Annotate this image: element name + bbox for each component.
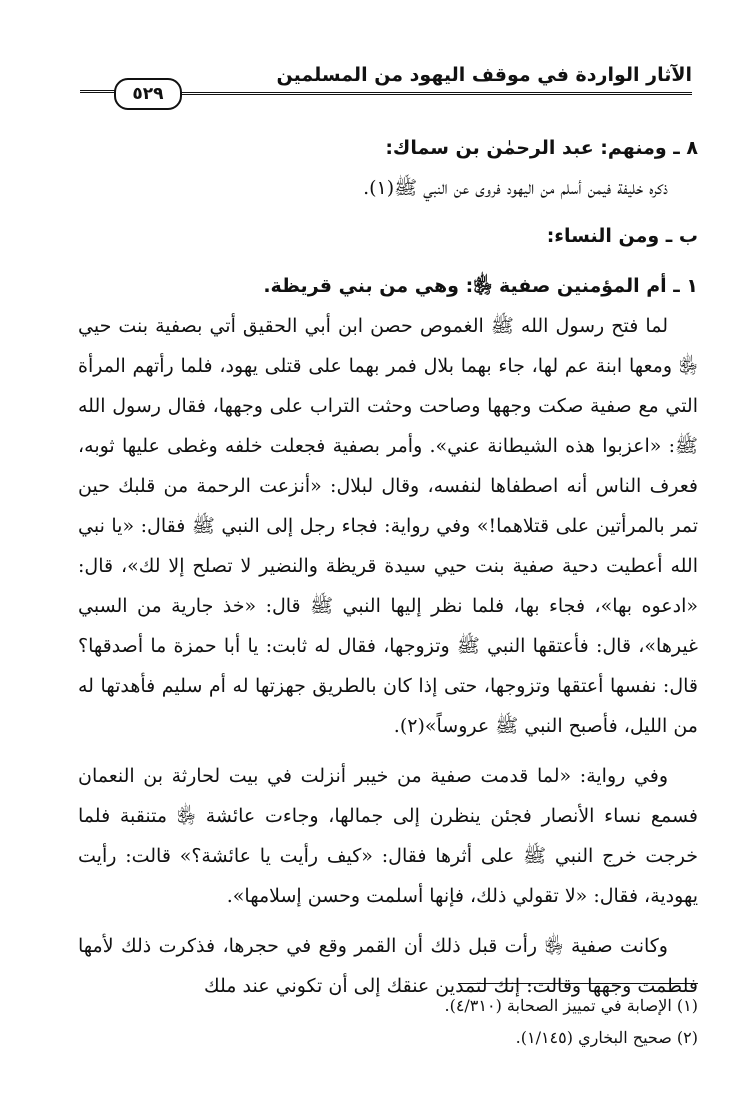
header-rule	[80, 90, 116, 93]
paragraph: وفي رواية: «لما قدمت صفية من خيبر أنزلت في بيت لحارثة بن النعمان فسمع نساء الأنصار فجئن ينظرن إلى جمالها، وجاءت عائشة ﵂ متنقبة فلما خرجت خرج النبي ﷺ على أثرها فقال: «كيف رأيت يا عائشة؟» قالت: رأيت يهودية، فقال: «لا تقولي ذلك، فإنها أسلمت وحسن إسلامها».	[78, 765, 698, 907]
paragraph: لما فتح رسول الله ﷺ الغموص حصن ابن أبي الحقيق أتي بصفية بنت حيي ﵂ ومعها ابنة عم لها، جاء بهما بلال فمر بهما على قتلى يهود، فلما رأتهم المرأة التي مع صفية صكت وجهها وصاحت وحثت التراب على وجهها، فقال رسول الله ﷺ: «اعزبوا هذه الشيطانة عني». وأمر بصفية فجعلت خلفه وغطى عليها ثوبه، فعرف الناس أنه اصطفاها لنفسه، وقال لبلال: «أنزعت الرحمة من قلبك حين تمر بالمرأتين على قتلاهما!» وفي رواية: فجاء رجل إلى النبي ﷺ فقال: «يا نبي الله أعطيت دحية صفية بنت حيي سيدة قريظة والنضير لا تصلح إلا لك»، قال: «ادعوه بها»، فجاء بها، فلما نظر إليها النبي ﷺ قال: «خذ جارية من السبي غيرها»، قال: فأعتقها النبي ﷺ وتزوجها، فقال له ثابت: يا أبا حمزة ما أصدقها؟ قال: نفسها أعتقها وتزوجها، حتى إذا كان بالطريق جهزتها له أم سليم فأهدتها له من الليل، فأصبح النبي ﷺ عروساً»(٢).	[78, 315, 698, 737]
footnote-divider	[458, 983, 698, 984]
header-rule	[180, 92, 692, 95]
entry-heading: ٨ ـ ومنهم: عبد الرحمٰن بن سماك:	[385, 137, 698, 159]
footnote: (١) الإصابة في تمييز الصحابة (٤/٣١٠).	[444, 996, 698, 1015]
body-text	[78, 118, 698, 1006]
footnotes	[200, 990, 698, 1054]
entry-heading: ١ ـ أم المؤمنين صفية ﵂: وهي من بني قريظة.	[263, 275, 698, 297]
header-title: الآثار الواردة في موقف اليهود من المسلمين	[276, 64, 692, 86]
section-heading: ب ـ ومن النساء:	[546, 225, 698, 247]
page-number: ٥٢٩	[114, 78, 182, 110]
footnote: (٢) صحيح البخاري (١/١٤٥).	[515, 1028, 698, 1047]
entry-text: ذكره خليفة فيمن أسلم من اليهود فروى عن النبي ﷺ(١).	[363, 177, 668, 199]
paragraph: وكانت صفية ﵂ رأت قبل ذلك أن القمر وقع في حجرها، فذكرت ذلك لأمها فلطمت وجهها وقالت: إنك لتمدين عنقك إلى أن تكوني عند ملك	[78, 935, 698, 997]
running-header	[80, 60, 692, 108]
